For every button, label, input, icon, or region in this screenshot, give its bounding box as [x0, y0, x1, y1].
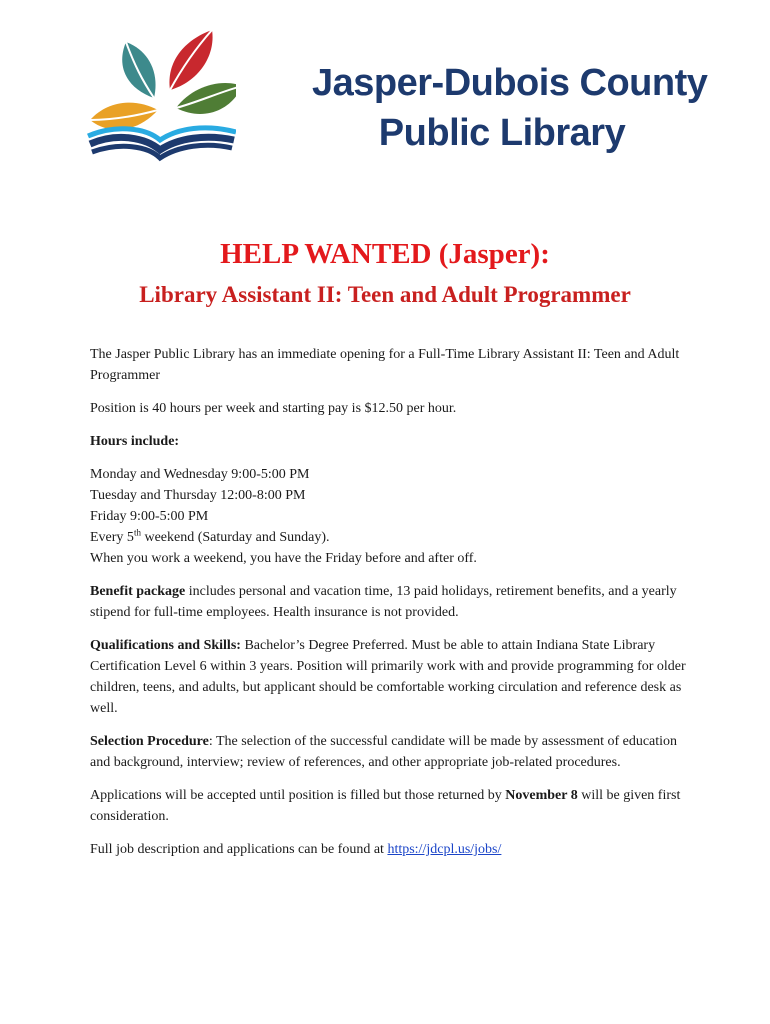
applications-paragraph: Applications will be accepted until position is filled but those returned by November 8 will be given first consideration. — [90, 788, 681, 824]
hours-line: Tuesday and Thursday 12:00-8:00 PM — [90, 488, 306, 503]
hours-line: Friday 9:00-5:00 PM — [90, 509, 209, 524]
hours-list — [90, 464, 686, 569]
hours-line: Every 5th weekend (Saturday and Sunday). — [90, 527, 330, 545]
library-name-line2: Public Library — [378, 112, 626, 154]
intro-paragraph: The Jasper Public Library has an immediate opening for a Full-Time Library Assistant II: Teen and Adult Programmer — [90, 347, 680, 383]
position-paragraph: Position is 40 hours per week and starting pay is $12.50 per hour. — [90, 401, 457, 416]
jobs-link[interactable]: https://jdcpl.us/jobs/ — [387, 842, 502, 857]
job-title: Library Assistant II: Teen and Adult Programmer — [139, 282, 631, 307]
library-name-line1: Jasper-Dubois County — [312, 62, 708, 104]
qualifications-paragraph: Qualifications and Skills: Bachelor’s Degree Preferred. Must be able to attain Indiana State Library Certification Level 6 within 3 years. Position will primarily work with and provide programming for older children, teens, and adults, but applicant should be comfortable working circulation and reference desk as well. — [90, 638, 686, 716]
full-job-paragraph: Full job description and applications can be found at https://jdcpl.us/jobs/ — [90, 842, 502, 857]
benefits-paragraph: Benefit package includes personal and vacation time, 13 paid holidays, retirement benefits, and a yearly stipend for full-time employees. Health insurance is not provided. — [90, 584, 677, 620]
job-posting-body — [90, 344, 686, 872]
library-logo — [86, 28, 708, 168]
selection-paragraph: Selection Procedure: The selection of the successful candidate will be made by assessment of education and background, interview; review of references, and other appropriate job-related procedures. — [90, 734, 678, 770]
hours-label: Hours include: — [90, 434, 180, 449]
hours-line: Monday and Wednesday 9:00-5:00 PM — [90, 467, 310, 482]
hours-line: When you work a weekend, you have the Friday before and after off. — [90, 551, 477, 566]
library-name — [312, 58, 708, 158]
help-wanted-title: HELP WANTED (Jasper): — [220, 238, 550, 270]
book-leaves-icon — [86, 28, 236, 168]
